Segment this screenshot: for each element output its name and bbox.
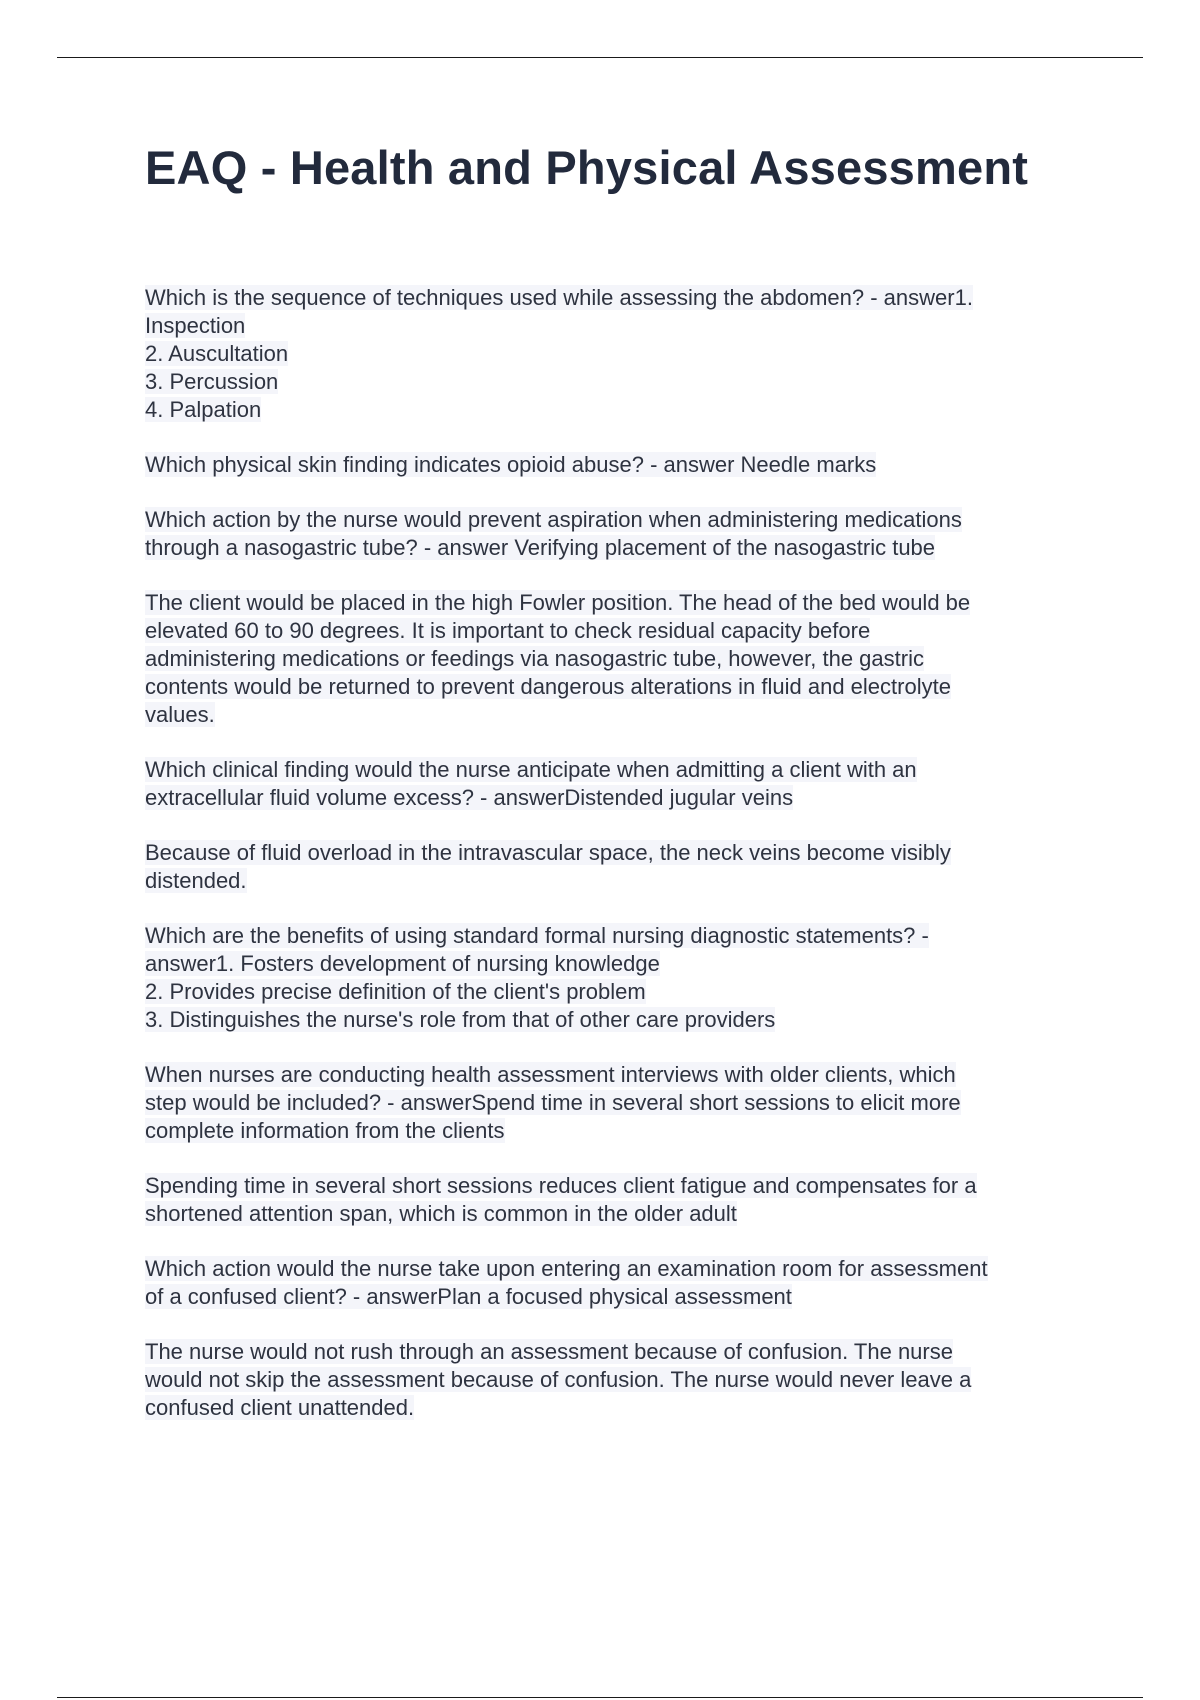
rationale-block [145, 589, 1080, 729]
text-line: Spending time in several short sessions reduces client fatigue and compensates for a [145, 1173, 977, 1198]
text-line: through a nasogastric tube? - answer Verifying placement of the nasogastric tube [145, 535, 936, 560]
text-line: distended. [145, 868, 247, 893]
qa-block [145, 1061, 1080, 1145]
top-rule [57, 57, 1143, 58]
text-line: 4. Palpation [145, 397, 262, 422]
text-line: Which are the benefits of using standard formal nursing diagnostic statements? - [145, 923, 929, 948]
qa-block [145, 756, 1080, 812]
text-line: Which clinical finding would the nurse anticipate when admitting a client with an [145, 757, 917, 782]
text-line: contents would be returned to prevent dangerous alterations in fluid and electrolyte [145, 674, 951, 699]
text-line: of a confused client? - answerPlan a focused physical assessment [145, 1284, 792, 1309]
text-line: When nurses are conducting health assessment interviews with older clients, which [145, 1062, 956, 1087]
qa-content [145, 284, 1080, 1449]
text-line: The nurse would not rush through an assessment because of confusion. The nurse [145, 1339, 953, 1364]
page-title: EAQ - Health and Physical Assessment [145, 141, 1029, 194]
text-line: 2. Provides precise definition of the client's problem [145, 979, 646, 1004]
text-line: would not skip the assessment because of confusion. The nurse would never leave a [145, 1367, 972, 1392]
qa-block [145, 922, 1080, 1034]
rationale-block [145, 1172, 1080, 1228]
qa-block [145, 284, 1080, 424]
text-line: Which physical skin finding indicates opioid abuse? - answer Needle marks [145, 452, 877, 477]
text-line: The client would be placed in the high Fowler position. The head of the bed would be [145, 590, 971, 615]
text-line: Which action by the nurse would prevent aspiration when administering medications [145, 507, 962, 532]
text-line: shortened attention span, which is common in the older adult [145, 1201, 737, 1226]
text-line: elevated 60 to 90 degrees. It is important to check residual capacity before [145, 618, 871, 643]
text-line: complete information from the clients [145, 1118, 505, 1143]
text-line: 3. Percussion [145, 369, 279, 394]
text-line: Inspection [145, 313, 246, 338]
text-line: 3. Distinguishes the nurse's role from that of other care providers [145, 1007, 776, 1032]
text-line: Which is the sequence of techniques used while assessing the abdomen? - answer1. [145, 285, 973, 310]
text-line: Because of fluid overload in the intravascular space, the neck veins become visibly [145, 840, 951, 865]
rationale-block [145, 839, 1080, 895]
rationale-block [145, 1338, 1080, 1422]
qa-block [145, 506, 1080, 562]
text-line: extracellular fluid volume excess? - answerDistended jugular veins [145, 785, 794, 810]
text-line: confused client unattended. [145, 1395, 415, 1420]
bottom-rule [57, 1697, 1143, 1698]
text-line: step would be included? - answerSpend time in several short sessions to elicit more [145, 1090, 961, 1115]
qa-block [145, 451, 1080, 479]
qa-block [145, 1255, 1080, 1311]
text-line: values. [145, 702, 215, 727]
text-line: 2. Auscultation [145, 341, 289, 366]
text-line: Which action would the nurse take upon entering an examination room for assessment [145, 1256, 988, 1281]
text-line: administering medications or feedings via nasogastric tube, however, the gastric [145, 646, 924, 671]
text-line: answer1. Fosters development of nursing knowledge [145, 951, 660, 976]
